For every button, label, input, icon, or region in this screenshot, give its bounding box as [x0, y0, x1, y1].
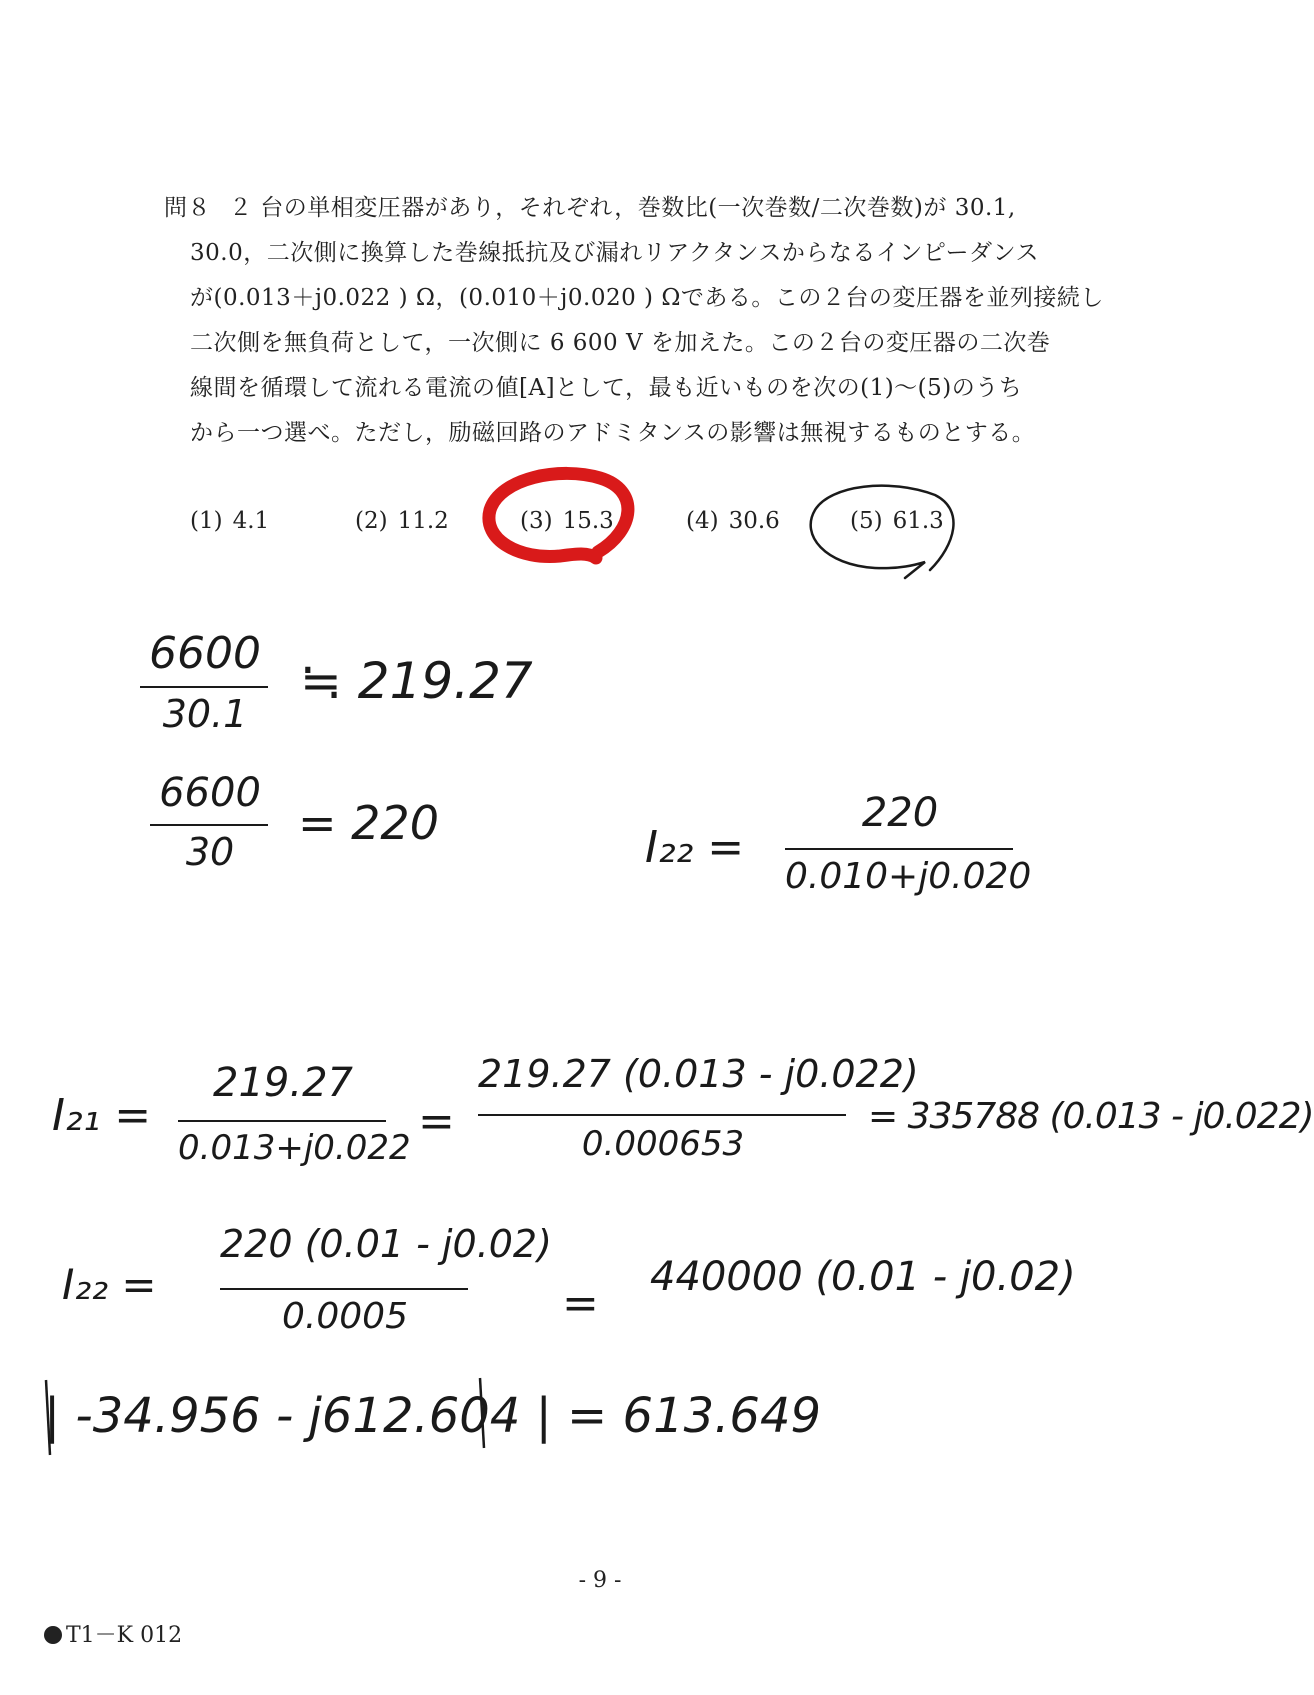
bullet-icon	[44, 1626, 62, 1644]
hw-i22-result: 440000 (0.01 - j0.02)	[650, 1254, 1076, 1300]
page-number: - 9 -	[578, 1568, 622, 1593]
choice-3: (3) 15.3	[520, 508, 614, 534]
answer-choices	[0, 500, 1200, 560]
choice-2: (2) 11.2	[355, 508, 449, 534]
question-text	[164, 186, 1104, 456]
hw-i21-equals: =	[418, 1096, 455, 1147]
hw-fraction-6600-over-30: 6600 30	[150, 770, 270, 880]
question-line-3: が(0.013＋j0.022 ) Ω，(0.010＋j0.020 ) Ωである。この２台の変圧器を並列接続し	[190, 285, 1104, 311]
question-number: 問８	[164, 195, 211, 221]
hw-i22-label-left: I₂₂ =	[62, 1260, 157, 1309]
question-line-6: から一つ選べ。ただし，励磁回路のアドミタンスの影響は無視するものとする。	[190, 420, 1036, 446]
hw-final-magnitude: | -34.956 - j612.604 | = 613.649	[44, 1388, 822, 1444]
hw-result-219-27: ≒ 219.27	[300, 652, 533, 710]
hw-result-220: = 220	[298, 796, 439, 850]
question-line-4: 二次側を無負荷として，一次側に 6 600 V を加えた。この２台の変圧器の二次巻	[190, 330, 1051, 356]
question-line-2: 30.0，二次側に換算した巻線抵抗及び漏れリアクタンスからなるインピーダンス	[190, 240, 1039, 266]
hw-fraction-conjugate: 219.27 (0.013 - j0.022) 0.000653	[478, 1052, 919, 1164]
hw-i22-label-right: I₂₂ =	[645, 822, 745, 873]
hw-i22-equals: =	[562, 1278, 599, 1329]
question-line-1: 問８ ２ 台の単相変圧器があり，それぞれ，巻数比(一次巻数/二次巻数)が 30.1,	[164, 195, 1016, 221]
exam-code: T1－K 012	[44, 1618, 182, 1649]
hw-fraction-220-over-z2: 220 0.010+j0.020	[785, 790, 1032, 897]
choice-5: (5) 61.3	[850, 508, 944, 534]
question-line-5: 線間を循環して流れる電流の値[A]として，最も近いものを次の(1)～(5)のうち	[190, 375, 1023, 401]
hw-i21-result: = 335788 (0.013 - j0.022)	[868, 1096, 1314, 1137]
hw-fraction-i22-expanded: 220 (0.01 - j0.02) 0.0005	[220, 1222, 552, 1337]
hw-i21-label: I₂₁ =	[52, 1090, 152, 1141]
choice-4: (4) 30.6	[686, 508, 780, 534]
choice-1: (1) 4.1	[190, 508, 270, 534]
hw-fraction-6600-over-30-1: 6600 30.1	[140, 628, 270, 738]
hw-fraction-219-27-over-z1: 219.27 0.013+j0.022	[178, 1060, 411, 1168]
